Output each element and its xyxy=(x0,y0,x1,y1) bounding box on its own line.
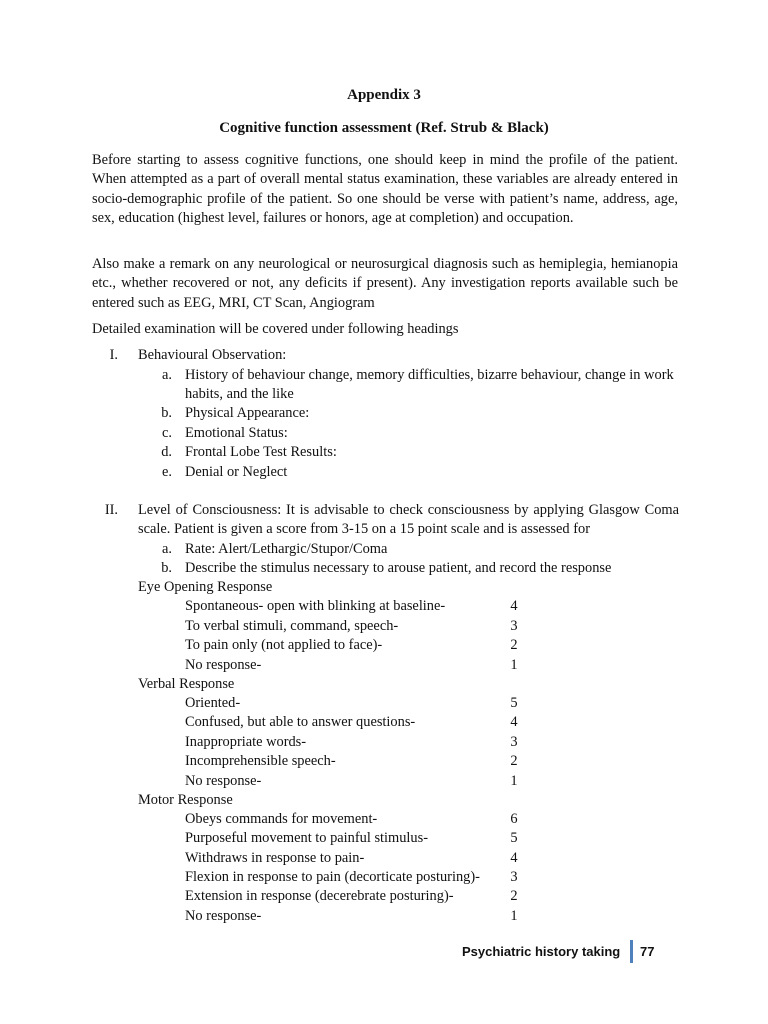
intro-paragraph-1: Before starting to assess cognitive functions, one should keep in mind the profile of the patient. When attempted as a part of overall mental status examination, these variables are already entered in socio-demographic profile of the patient. So one should be verse with patient’s name, address, age, sex, education (highest level, failures or honors, age at completion) and occupation. xyxy=(92,152,678,227)
gcs-row-label: Spontaneous- open with blinking at baseline- xyxy=(185,598,446,614)
gcs-row-label: No response- xyxy=(185,773,262,789)
gcs-heading-verbal: Verbal Response xyxy=(138,676,235,692)
gcs-row-score: 2 xyxy=(510,637,518,653)
intro-paragraph-2: Also make a remark on any neurological or neurosurgical diagnosis such as hemiplegia, hemianopia etc., whether recovered or not, any deficits if present). Any investigation reports available such be entered such as EEG, MRI, CT Scan, Angiogram xyxy=(92,256,678,311)
list-letter: b. xyxy=(161,560,172,576)
list-letter: d. xyxy=(161,444,172,460)
appendix-label: Appendix 3 xyxy=(347,87,421,103)
list-item: History of behaviour change, memory difficulties, bizarre behaviour, change in work habits, and the like xyxy=(185,367,674,403)
gcs-row-score: 1 xyxy=(510,908,518,924)
gcs-row-score: 3 xyxy=(510,869,518,885)
gcs-row-label: To verbal stimuli, command, speech- xyxy=(185,618,399,634)
gcs-row-score: 3 xyxy=(510,618,518,634)
gcs-row-score: 2 xyxy=(510,753,518,769)
gcs-row-label: Purposeful movement to painful stimulus- xyxy=(185,830,429,846)
footer-divider xyxy=(630,940,633,963)
section-numeral: II. xyxy=(104,502,118,518)
list-letter: a. xyxy=(162,541,172,557)
gcs-row-score: 6 xyxy=(510,811,518,827)
gcs-row-label: Confused, but able to answer questions- xyxy=(185,714,416,730)
gcs-row-label: Withdraws in response to pain- xyxy=(185,850,365,866)
gcs-row-score: 4 xyxy=(510,598,518,614)
gcs-row-score: 5 xyxy=(510,830,518,846)
gcs-row-label: Extension in response (decerebrate posturing)- xyxy=(185,888,454,904)
page-title: Cognitive function assessment (Ref. Strub & Black) xyxy=(219,120,549,136)
gcs-row-label: To pain only (not applied to face)- xyxy=(185,637,383,653)
list-item: Rate: Alert/Lethargic/Stupor/Coma xyxy=(185,541,388,557)
list-item: Frontal Lobe Test Results: xyxy=(185,444,337,460)
gcs-row-label: No response- xyxy=(185,657,262,673)
gcs-row-label: Flexion in response to pain (decorticate posturing)- xyxy=(185,869,480,885)
list-item: Describe the stimulus necessary to arouse patient, and record the response xyxy=(185,560,612,576)
gcs-row-score: 1 xyxy=(510,773,518,789)
list-letter: b. xyxy=(161,405,172,421)
gcs-row-label: No response- xyxy=(185,908,262,924)
gcs-row-score: 3 xyxy=(510,734,518,750)
section-numeral: I. xyxy=(109,347,118,363)
gcs-row-label: Inappropriate words- xyxy=(185,734,307,750)
section-heading: Level of Consciousness: It is advisable to check consciousness by applying Glasgow Coma scale. Patient is given a score from 3-15 on a 15 point scale and is assessed for xyxy=(138,502,679,538)
gcs-row-score: 5 xyxy=(510,695,518,711)
gcs-heading-eye: Eye Opening Response xyxy=(138,579,273,595)
gcs-row-score: 4 xyxy=(510,850,518,866)
page-number: 77 xyxy=(640,944,655,959)
gcs-row-label: Oriented- xyxy=(185,695,241,711)
list-item: Physical Appearance: xyxy=(185,405,310,421)
list-letter: a. xyxy=(162,367,172,383)
footer-running-title: Psychiatric history taking xyxy=(462,944,621,959)
intro-paragraph-3: Detailed examination will be covered under following headings xyxy=(92,321,459,337)
gcs-row-label: Obeys commands for movement- xyxy=(185,811,378,827)
list-letter: c. xyxy=(162,425,172,441)
list-item: Denial or Neglect xyxy=(185,464,288,480)
gcs-row-score: 2 xyxy=(510,888,518,904)
section-heading: Behavioural Observation: xyxy=(138,347,287,363)
gcs-row-score: 1 xyxy=(510,657,518,673)
list-letter: e. xyxy=(162,464,172,480)
gcs-row-label: Incomprehensible speech- xyxy=(185,753,336,769)
gcs-heading-motor: Motor Response xyxy=(138,792,233,808)
gcs-row-score: 4 xyxy=(510,714,518,730)
list-item: Emotional Status: xyxy=(185,425,288,441)
